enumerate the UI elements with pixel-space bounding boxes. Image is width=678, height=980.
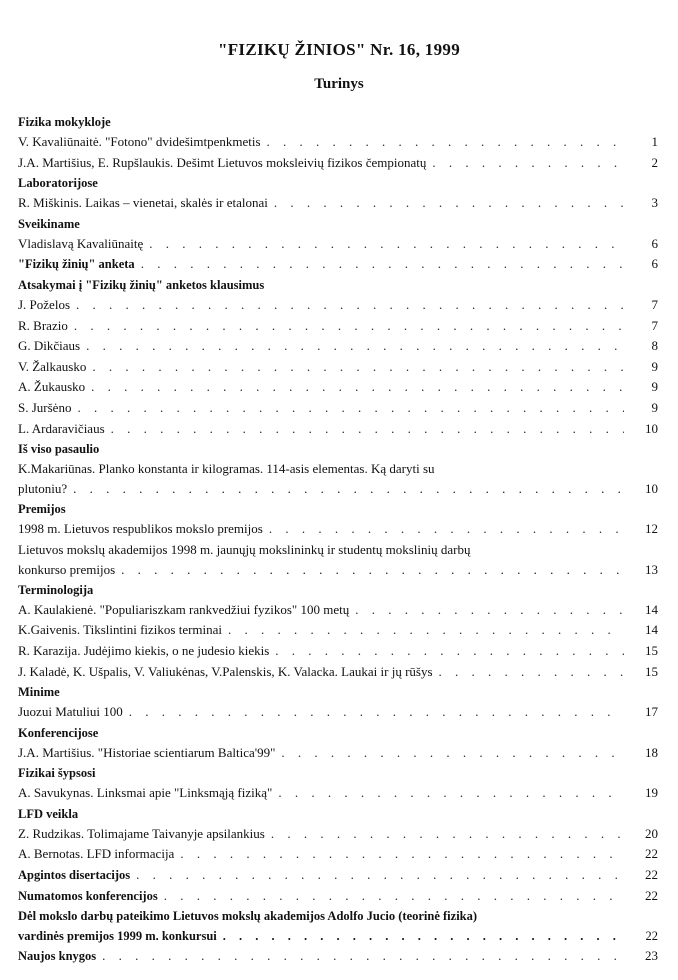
page-number: 15 <box>645 663 658 679</box>
section-heading: Iš viso pasaulio <box>18 442 100 457</box>
toc-entry[interactable] <box>18 377 658 398</box>
toc-entry[interactable] <box>18 824 658 845</box>
section-heading: Premijos <box>18 502 66 517</box>
section-heading: LFD veikla <box>18 806 79 821</box>
entry-title: Naujos knygos <box>18 949 97 964</box>
page-number: 6 <box>651 256 658 272</box>
dot-leader <box>136 865 624 886</box>
dot-leader <box>141 254 624 275</box>
toc-section-entry[interactable] <box>18 946 658 967</box>
toc-entry[interactable] <box>18 540 658 580</box>
dot-leader <box>149 234 624 255</box>
entry-title: 1998 m. Lietuvos respublikos mokslo premijos <box>18 521 263 537</box>
journal-title: "FIZIKŲ ŽINIOS" Nr. 16, 1999 <box>217 40 461 59</box>
entry-title: R. Brazio <box>18 317 68 333</box>
toc-entry[interactable] <box>18 419 658 440</box>
toc-entry[interactable] <box>18 662 658 683</box>
dot-leader <box>121 560 624 580</box>
dot-leader <box>281 743 624 764</box>
page-number: 10 <box>645 481 658 497</box>
dot-leader <box>76 295 624 316</box>
contents-heading: Turinys <box>314 76 364 92</box>
section-heading: Atsakymai į "Fizikų žinių" anketos klausimus <box>18 277 265 292</box>
entry-title: S. Juršėno <box>18 399 72 415</box>
toc-entry[interactable] <box>18 620 658 641</box>
page-number: 22 <box>645 846 658 862</box>
toc-entry[interactable] <box>18 153 658 174</box>
entry-title: R. Miškinis. Laikas – vienetai, skalės ir etalonai <box>18 195 268 211</box>
entry-title: J.A. Martišius. "Historiae scientiarum Baltica'99" <box>18 744 276 760</box>
toc-entry[interactable] <box>18 459 658 499</box>
page-number: 2 <box>651 154 658 170</box>
toc-section-entry[interactable] <box>18 906 658 946</box>
page-number: 22 <box>645 887 658 903</box>
page-number: 23 <box>645 948 658 964</box>
page-number: 14 <box>645 622 658 638</box>
entry-title: Z. Rudzikas. Tolimajame Taivanyje apsilankius <box>18 825 265 841</box>
dot-leader <box>228 620 624 641</box>
page-number: 9 <box>651 379 658 395</box>
entry-title: R. Karazija. Judėjimo kiekis, o ne judesio kiekis <box>18 642 270 658</box>
entry-title: V. Kavaliūnaitė. "Fotono" dvidešimtpenkmetis <box>18 134 261 149</box>
dot-leader <box>129 702 624 723</box>
section-heading: Konferencijose <box>18 725 99 740</box>
toc-entry[interactable] <box>18 844 658 865</box>
page-number: 3 <box>651 195 658 211</box>
dot-leader <box>164 886 624 907</box>
dot-leader <box>74 316 624 337</box>
entry-title-line1: Lietuvos mokslų akademijos 1998 m. jaunųjų mokslininkų ir studentų mokslinių darbų <box>18 541 471 557</box>
entry-title-line1: Dėl mokslo darbų pateikimo Lietuvos mokslų akademijos Adolfo Jucio (teorinė fizika) <box>18 909 478 924</box>
page-number: 12 <box>645 521 658 537</box>
toc-entry[interactable] <box>18 783 658 804</box>
entry-title-line2: vardinės premijos 1999 m. konkursui <box>18 929 217 944</box>
toc-entry[interactable] <box>18 519 658 540</box>
section-heading: Minime <box>18 685 60 700</box>
dot-leader <box>111 419 624 440</box>
dot-leader <box>92 357 624 378</box>
section-heading: Terminologija <box>18 582 94 597</box>
toc-entry[interactable] <box>18 398 658 419</box>
dot-leader <box>102 946 624 967</box>
dot-leader <box>439 662 624 683</box>
page-number: 8 <box>651 338 658 354</box>
dot-leader <box>73 479 624 499</box>
toc-entry[interactable] <box>18 132 658 153</box>
dot-leader <box>275 641 624 662</box>
toc-entry[interactable] <box>18 702 658 723</box>
entry-title: J. Kaladė, K. Ušpalis, V. Valiukėnas, V.Palenskis, K. Valacka. Laukai ir jų rūšys <box>18 663 433 679</box>
page-number: 18 <box>645 744 658 760</box>
dot-leader <box>180 844 624 865</box>
dot-leader <box>278 783 624 804</box>
page-number: 10 <box>645 420 658 436</box>
table-of-contents <box>18 112 658 967</box>
toc-entry[interactable] <box>18 193 658 214</box>
page-number: 13 <box>645 561 658 577</box>
dot-leader <box>274 193 624 214</box>
page-number: 1 <box>651 134 658 149</box>
entry-title: A. Savukynas. Linksmai apie "Linksmąją fiziką" <box>18 785 273 801</box>
entry-title: L. Ardaravičiaus <box>18 420 105 436</box>
page-number: 22 <box>645 929 658 944</box>
page-number: 9 <box>651 399 658 415</box>
toc-entry[interactable] <box>18 600 658 621</box>
entry-title-line2: plutoniu? <box>18 481 68 497</box>
entry-title: K.Gaivenis. Tikslintini fizikos terminai <box>18 622 223 638</box>
section-heading: Fizikai šypsosi <box>18 766 96 781</box>
dot-leader <box>77 398 624 419</box>
entry-title: Numatomos konferencijos <box>18 888 158 903</box>
entry-title: J.A. Martišius, E. Rupšlaukis. Dešimt Lietuvos moksleivių fizikos čempionatų <box>18 154 427 170</box>
entry-title: Apgintos disertacijos <box>18 868 131 883</box>
page-number: 6 <box>651 235 658 251</box>
toc-section-entry[interactable] <box>18 254 658 275</box>
page-number: 14 <box>645 601 658 617</box>
toc-entry[interactable] <box>18 641 658 662</box>
toc-section-entry[interactable] <box>18 865 658 886</box>
entry-title: G. Dikčiaus <box>18 338 81 354</box>
entry-title-line2: konkurso premijos <box>18 561 116 577</box>
toc-entry[interactable] <box>18 743 658 764</box>
page-number: 15 <box>645 642 658 658</box>
dot-leader <box>271 824 624 845</box>
toc-entry[interactable] <box>18 295 658 316</box>
entry-title: A. Žukausko <box>18 379 86 395</box>
page-number: 7 <box>651 296 658 312</box>
page-number: 20 <box>645 825 658 841</box>
toc-entry[interactable] <box>18 234 658 255</box>
entry-title: A. Kaulakienė. "Populiariszkam rankvedžiui fyzikos" 100 metų <box>18 601 350 617</box>
toc-section-entry[interactable] <box>18 886 658 907</box>
section-heading: Sveikiname <box>18 216 80 231</box>
entry-title: Vladislavą Kavaliūnaitę <box>18 235 144 251</box>
dot-leader <box>223 926 624 946</box>
entry-title: V. Žalkausko <box>18 358 87 374</box>
dot-leader <box>86 336 624 357</box>
dot-leader <box>91 377 624 398</box>
dot-leader <box>355 600 624 621</box>
entry-title: Juozui Matuliui 100 <box>18 704 123 720</box>
toc-entry[interactable] <box>18 357 658 378</box>
dot-leader <box>269 519 624 540</box>
entry-title: "Fizikų žinių" anketa <box>18 257 135 272</box>
dot-leader <box>432 153 624 174</box>
section-heading: Fizika mokykloje <box>18 115 111 129</box>
section-heading: Laboratorijose <box>18 176 98 191</box>
page-number: 7 <box>651 317 658 333</box>
entry-title: A. Bernotas. LFD informacija <box>18 846 175 862</box>
page-number: 9 <box>651 358 658 374</box>
entry-title-line1: K.Makariūnas. Planko konstanta ir kilogramas. 114-asis elementas. Ką daryti su <box>18 461 435 477</box>
dot-leader <box>267 132 624 153</box>
toc-entry[interactable] <box>18 316 658 337</box>
entry-title: J. Poželos <box>18 296 70 312</box>
page-number: 22 <box>645 867 658 883</box>
page-number: 17 <box>645 704 658 720</box>
page-number: 19 <box>645 785 658 801</box>
toc-entry[interactable] <box>18 336 658 357</box>
